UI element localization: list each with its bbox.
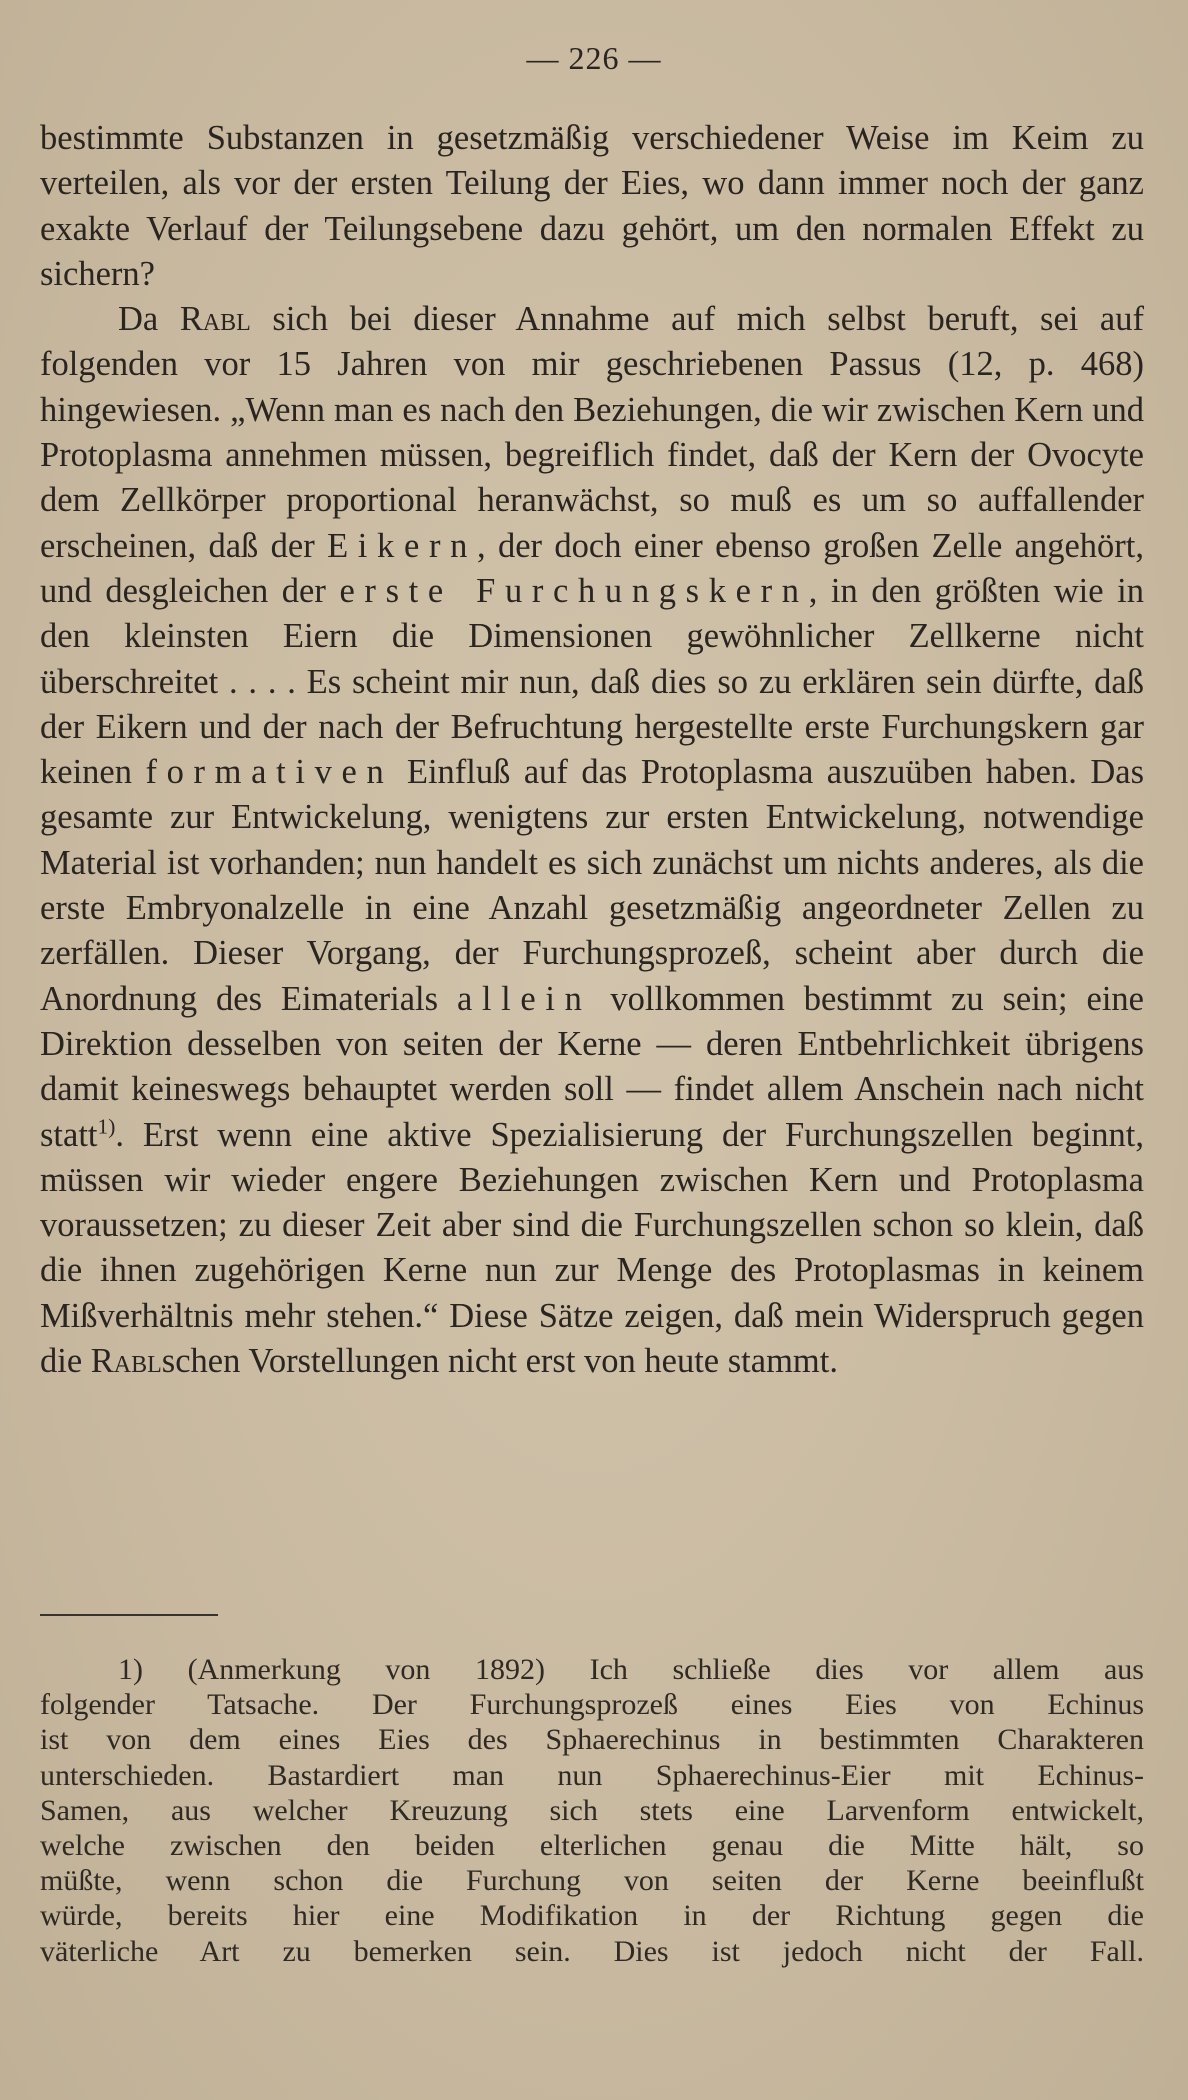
footnote-line: folgender Tatsache. Der Furchungsprozeß eines Eies von Echinus [40, 1688, 1144, 1722]
text-run: schen Vorstellungen nicht erst von heute stammt. [161, 1342, 838, 1381]
paragraph-continuation: bestimmte Substanzen in gesetzmäßig verschiedener Weise im Keim zu verteilen, als vor der ersten Teilung der Eies, wo dann immer noch der ganz exakte Verlauf der Teilungsebene dazu gehört, um den normalen Effekt zu sichern? [40, 119, 1144, 293]
footnote-line: müßte, wenn schon die Furchung von seiten der Kerne beeinflußt [40, 1864, 1144, 1898]
footnote-line: väterliche Art zu bemerken sein. Dies ist jedoch nicht der Fall. [40, 1934, 1144, 1968]
text-run: sich bei dieser Annahme auf mich selbst beruft, sei auf folgenden vor 15 Jahren von mir geschriebenen Passus (12, p. 468) hingewiesen. „Wenn man es nach den Beziehungen, die wir zwischen Kern und Protoplasma annehmen müssen, begreiflich findet, daß der Kern der Ovocyte dem Zellkörper proportional heranwächst, so muß es um so auffallender erscheinen, daß der [40, 300, 1144, 565]
footnote-line: würde, bereits hier eine Modifikation in der Richtung gegen die [40, 1899, 1144, 1933]
main-text [40, 116, 1144, 1384]
emphasis-erste-furchungskern: erste Furchungskern [339, 571, 809, 610]
text-run: . Erst wenn eine aktive Spezialisierung der Furchungszellen beginnt, müssen wir wieder engere Beziehungen zwischen Kern und Protoplasma voraussetzen; zu dieser Zeit aber sind die Furchungszellen schon so klein, daß die ihnen zugehörigen Kerne nun zur Menge des Protoplasmas in keinem Mißverhältnis mehr stehen.“ Diese Sätze zeigen, daß mein Widerspruch gegen die [40, 1115, 1144, 1381]
footnote-marker: 1) [97, 1114, 116, 1139]
emphasis-formativen: formativen [145, 753, 394, 792]
paragraph-rabl [40, 297, 1144, 1384]
emphasis-allein: allein [456, 979, 592, 1018]
footnote [40, 1652, 1144, 1969]
author-name-rabl: Rabl [179, 300, 251, 339]
emphasis-eikern: Eikern [327, 526, 477, 565]
footnote-line: 1) (Anmerkung von 1892) Ich schließe dies vor allem aus [118, 1653, 1144, 1686]
author-name-rabl: Rabl [90, 1342, 162, 1381]
text-run: Einfluß auf das Protoplasma auszuüben haben. Das gesamte zur Entwickelung, wenigtens zur ersten Entwickelung, notwendige Material ist vorhanden; nun handelt es sich zunächst um nichts anderes, als die erste Embryonalzelle in eine Anzahl gesetzmäßig angeordneter Zellen zu zerfällen. Dieser Vorgang, der Furchungsprozeß, scheint aber durch die Anordnung des Eimaterials [40, 753, 1144, 1018]
footnote-line: welche zwischen den beiden elterlichen genau die Mitte hält, so [40, 1829, 1144, 1863]
page-number: — 226 — [526, 40, 662, 76]
footnote-line: Samen, aus welcher Kreuzung sich stets eine Larvenform entwickelt, [40, 1793, 1144, 1827]
text-run: vollkommen bestimmt zu sein; eine Direktion desselben von seiten der Kerne — deren Entbehrlichkeit übrigens damit keineswegs behauptet werden soll — findet allem Anschein nach nicht statt [40, 979, 1144, 1154]
text-run: Da [118, 300, 180, 339]
footnote-line: unterschieden. Bastardiert man nun Sphaerechinus-Eier mit Echinus- [40, 1758, 1144, 1792]
footnote-line: ist von dem eines Eies des Sphaerechinus in bestimmten Charakteren [40, 1723, 1144, 1757]
text-run: , der doch einer ebenso großen Zelle angehört, und desgleichen der [40, 526, 1144, 610]
footnote-separator [40, 1614, 218, 1616]
text-run: , in den größten wie in den kleinsten Eiern die Dimensionen gewöhnlicher Zellkerne nicht überschreitet . . . . Es scheint mir nun, daß dies so zu erklären sein dürfte, daß der Eikern und der nach der Befruchtung hergestellte erste Furchungskern gar keinen [40, 571, 1144, 792]
